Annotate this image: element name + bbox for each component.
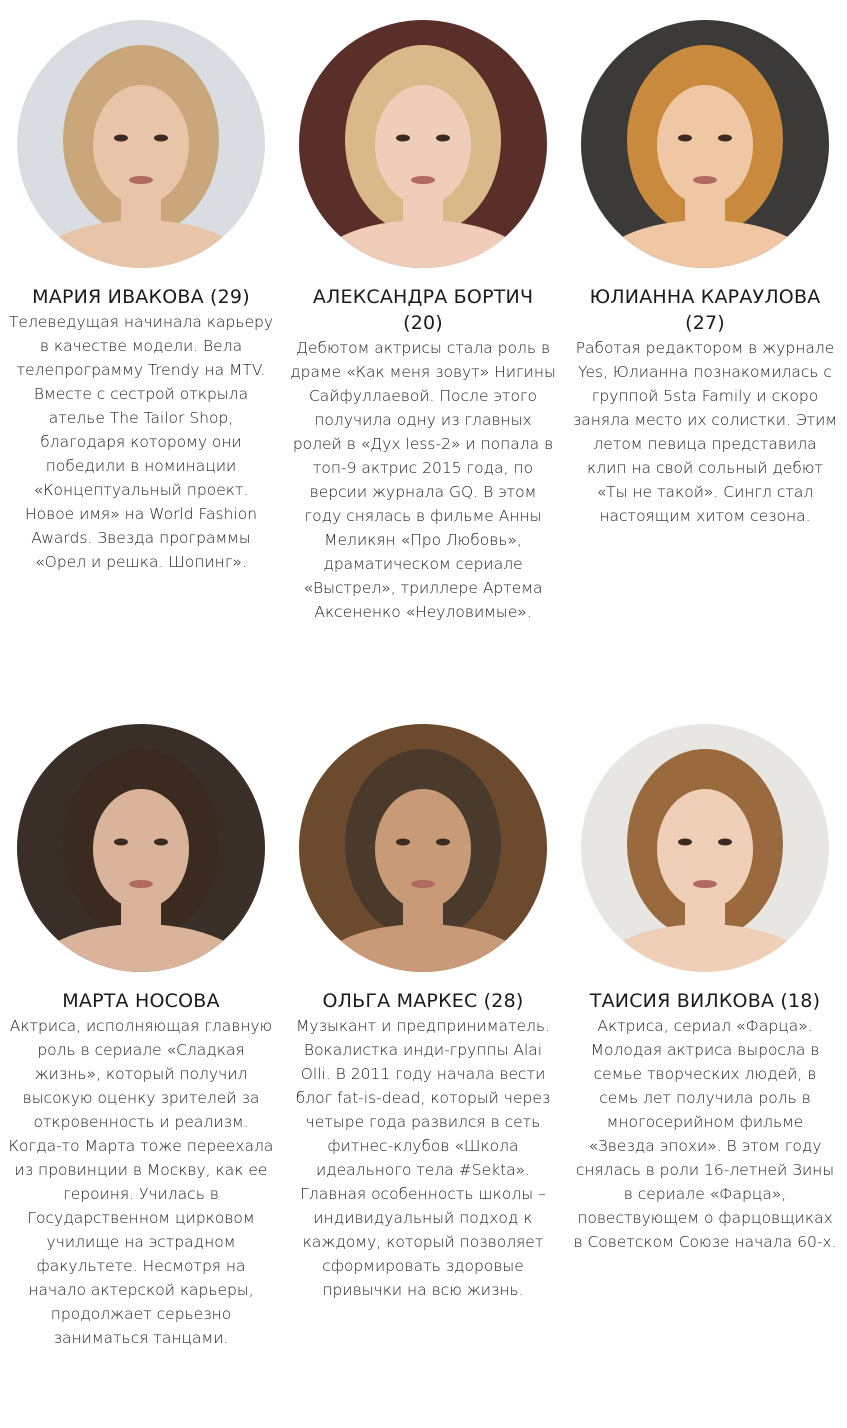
profile-name: ОЛЬГА МАРКЕС (28)	[322, 990, 524, 1012]
profile-name: ЮЛИАННА КАРАУЛОВА (27)	[589, 286, 821, 334]
profile-name: МАРТА НОСОВА	[62, 990, 220, 1012]
portrait-illustration	[299, 724, 547, 972]
profile-bio: Дебютом актрисы стала роль в драме «Как меня зовут» Нигины Сайфуллаевой. После этого получила одну из главных ролей в «Дух less-2» и попала в топ-9 актрис 2015 года, по версии журнала GQ. В этом году снялась в фильме Анны Меликян «Про Любовь», драматическом сериале «Выстрел», триллере Артема Аксененко «Неуловимые».	[290, 339, 556, 621]
profile-bio: Телеведущая начинала карьеру в качестве модели. Вела телепрограмму Trendy на MTV. Вместе с сестрой открыла ателье The Tailor Shop, благодаря которому они победили в номинации «Концептуальный проект. Новое имя» на World Fashion Awards. Звезда программы «Орел и решка. Шопинг».	[8, 313, 274, 571]
profile-name: МАРИЯ ИВАКОВА (29)	[32, 286, 250, 308]
portrait-illustration	[581, 724, 829, 972]
profile-bio: Работая редактором в журнале Yes, Юлианна познакомилась с группой 5sta Family и скоро заняла место их солистки. Этим летом певица представила клип на свой сольный дебют «Ты не такой». Сингл стал настоящим хитом сезона.	[572, 339, 838, 525]
profile-bio: Актриса, исполняющая главную роль в сериале «Сладкая жизнь», который получил высокую оценку зрителей за откровенность и реализм. Когда-то Марта тоже переехала из провинции в Москву, как ее героиня. Училась в Государственном цирковом училище на эстрадном факультете. Несмотря на начало актерской карьеры, продолжает серьезно заниматься танцами.	[8, 1017, 274, 1347]
profile-card	[564, 724, 846, 1254]
profile-name: АЛЕКСАНДРА БОРТИЧ (20)	[312, 286, 534, 334]
profile-name: ТАИСИЯ ВИЛКОВА (18)	[589, 990, 821, 1012]
portrait-illustration	[17, 20, 265, 268]
portrait-photo	[581, 20, 829, 268]
profile-card	[282, 724, 564, 1302]
portrait-photo	[17, 20, 265, 268]
portrait-photo	[581, 724, 829, 972]
portrait-illustration	[581, 20, 829, 268]
profile-card	[564, 20, 846, 528]
profile-card	[282, 20, 564, 624]
portrait-illustration	[17, 724, 265, 972]
profile-card	[0, 20, 282, 574]
portrait-illustration	[299, 20, 547, 268]
portrait-photo	[17, 724, 265, 972]
profile-bio: Актриса, сериал «Фарца». Молодая актриса выросла в семье творческих людей, в семь лет получила роль в многосерийном фильме «Звезда эпохи». В этом году снялась в роли 16-летней Зины в сериале «Фарца», повествующем о фарцовщиках в Советском Союзе начала 60-х.	[573, 1017, 837, 1251]
profile-bio: Музыкант и предприниматель. Вокалистка инди-группы Alai Olli. В 2011 году начала вести блог fat-is-dead, который через четыре года развился в сеть фитнес-клубов «Школа идеального тела #Sekta». Главная особенность школы – индивидуальный подход к каждому, который позволяет сформировать здоровые привычки на всю жизнь.	[295, 1017, 551, 1299]
portrait-photo	[299, 20, 547, 268]
portrait-photo	[299, 724, 547, 972]
profile-card	[0, 724, 282, 1350]
